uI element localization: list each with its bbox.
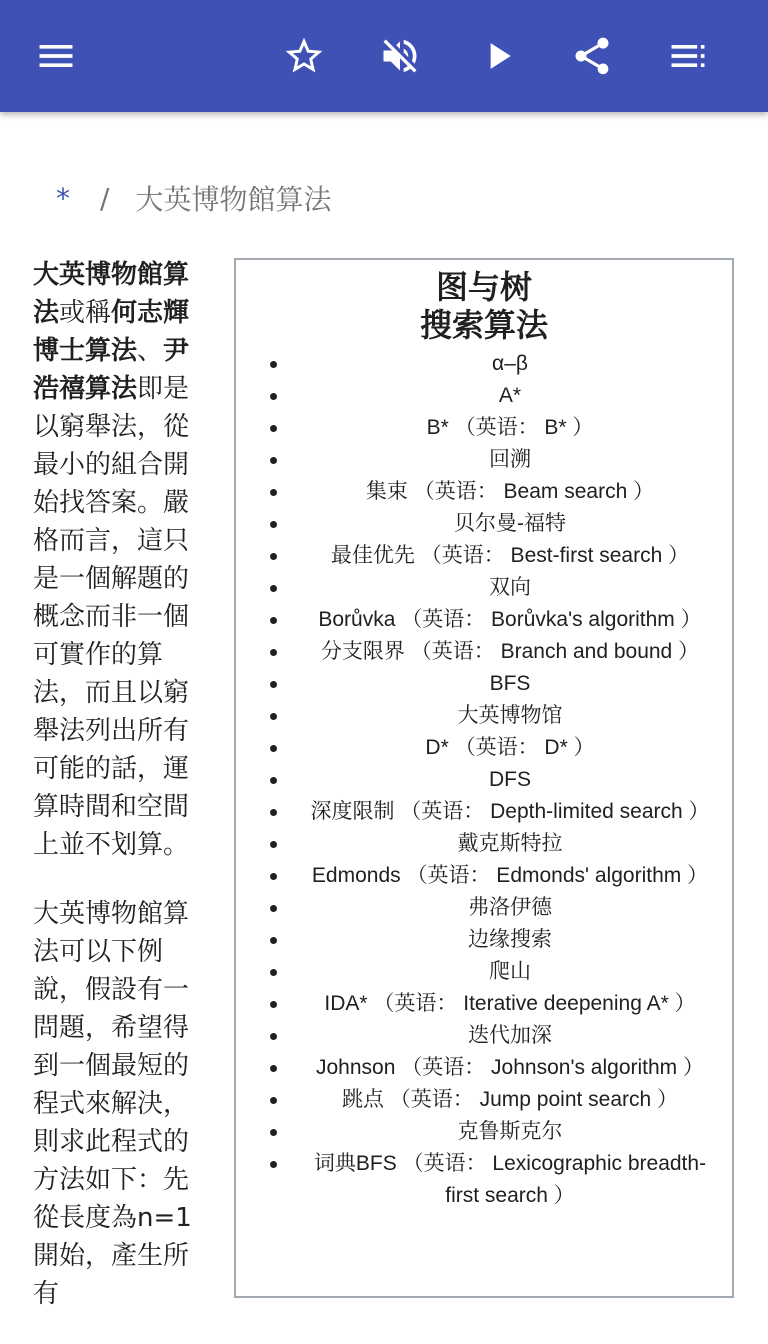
navbox-link[interactable]: A* — [498, 384, 522, 407]
navbox-list — [236, 348, 732, 1212]
navbox-list-item[interactable] — [236, 796, 732, 828]
navbox-link[interactable]: 戴克斯特拉 — [457, 832, 563, 855]
bullet-icon — [270, 489, 277, 496]
share-icon[interactable] — [564, 28, 620, 84]
term-bold: 尹浩禧算法 — [33, 336, 190, 404]
bullet-icon — [270, 425, 277, 432]
bullet-icon — [270, 1065, 277, 1072]
app-toolbar — [0, 0, 768, 112]
bullet-icon — [270, 393, 277, 400]
navbox-list-item[interactable] — [236, 508, 732, 540]
navbox-list-item[interactable] — [236, 892, 732, 924]
article-text: 或稱 — [59, 298, 112, 328]
navbox-list-item[interactable] — [236, 1084, 732, 1116]
term-bold: 大英博物館算法 — [33, 260, 190, 328]
navbox-link[interactable]: 词典BFS （英语： Lexicographic breadth-first search ） — [313, 1152, 707, 1207]
navbox-list-item[interactable] — [236, 668, 732, 700]
navbox-link[interactable]: 克鲁斯克尔 — [457, 1120, 563, 1143]
volume-off-icon[interactable] — [372, 28, 428, 84]
navbox-title-line: 搜索算法 — [419, 306, 548, 344]
navbox-link[interactable]: Edmonds （英语： Edmonds' algorithm ） — [311, 864, 709, 887]
playlist-icon[interactable] — [660, 28, 716, 84]
bullet-icon — [270, 457, 277, 464]
navbox-link[interactable]: DFS — [489, 768, 531, 791]
navbox — [234, 258, 734, 1298]
breadcrumb-root-link[interactable]: * — [56, 181, 70, 215]
navbox-link[interactable]: 跳点 （英语： Jump point search ） — [341, 1088, 679, 1111]
navbox-list-item[interactable] — [236, 348, 732, 380]
navbox-list-item[interactable] — [236, 444, 732, 476]
bullet-icon — [270, 713, 277, 720]
navbox-link[interactable]: 最佳优先 （英语： Best-first search ） — [330, 544, 690, 567]
navbox-list-item[interactable] — [236, 860, 732, 892]
menu-icon[interactable] — [28, 28, 84, 84]
navbox-link[interactable]: 回溯 — [489, 448, 531, 471]
term-bold: 何志輝博士算法 — [33, 298, 190, 366]
navbox-link[interactable]: 爬山 — [489, 960, 531, 983]
navbox-link[interactable]: Borůvka （英语： Borůvka's algorithm ） — [318, 608, 702, 631]
navbox-link[interactable]: 迭代加深 — [468, 1024, 552, 1047]
navbox-link[interactable]: 集束 （英语： Beam search ） — [365, 480, 655, 503]
bullet-icon — [270, 521, 277, 528]
navbox-list-item[interactable] — [236, 540, 732, 572]
navbox-link[interactable]: BFS — [489, 672, 531, 695]
bullet-icon — [270, 905, 277, 912]
navbox-link[interactable]: 双向 — [489, 576, 531, 599]
bullet-icon — [270, 1129, 277, 1136]
navbox-link[interactable]: B* （英语： B* ） — [426, 416, 594, 439]
bullet-icon — [270, 1001, 277, 1008]
navbox-list-item[interactable] — [236, 1052, 732, 1084]
article-body — [33, 256, 211, 1344]
navbox-list-item[interactable] — [236, 988, 732, 1020]
article-text: 、 — [137, 336, 164, 366]
bullet-icon — [270, 681, 277, 688]
bullet-icon — [270, 841, 277, 848]
navbox-link[interactable]: 分支限界 （英语： Branch and bound ） — [320, 640, 700, 663]
bullet-icon — [270, 873, 277, 880]
navbox-link[interactable]: IDA* （英语： Iterative deepening A* ） — [324, 992, 696, 1015]
bullet-icon — [270, 937, 277, 944]
play-icon[interactable] — [470, 28, 526, 84]
navbox-title-line: 图与树 — [435, 268, 532, 306]
bullet-icon — [270, 617, 277, 624]
navbox-link[interactable]: 弗洛伊德 — [468, 896, 552, 919]
star-icon[interactable] — [276, 28, 332, 84]
navbox-list-item[interactable] — [236, 828, 732, 860]
breadcrumb — [56, 180, 331, 216]
navbox-list-item[interactable] — [236, 700, 732, 732]
navbox-list-item[interactable] — [236, 380, 732, 412]
navbox-list-item[interactable] — [236, 476, 732, 508]
bullet-icon — [270, 649, 277, 656]
navbox-title — [236, 268, 732, 344]
navbox-link[interactable]: 贝尔曼-福特 — [454, 512, 566, 535]
navbox-list-item[interactable] — [236, 1116, 732, 1148]
bullet-icon — [270, 1097, 277, 1104]
navbox-list-item[interactable] — [236, 636, 732, 668]
navbox-list-item[interactable] — [236, 764, 732, 796]
bullet-icon — [270, 1161, 277, 1168]
bullet-icon — [270, 553, 277, 560]
navbox-list-item[interactable] — [236, 956, 732, 988]
bullet-icon — [270, 809, 277, 816]
bullet-icon — [270, 745, 277, 752]
bullet-icon — [270, 361, 277, 368]
navbox-link[interactable]: Johnson （英语： Johnson's algorithm ） — [315, 1056, 704, 1079]
article-paragraph — [33, 256, 211, 864]
breadcrumb-separator: / — [100, 181, 110, 215]
bullet-icon — [270, 1033, 277, 1040]
navbox-list-item[interactable] — [236, 604, 732, 636]
navbox-link[interactable]: α–β — [492, 352, 528, 375]
navbox-list-item[interactable] — [236, 1020, 732, 1052]
navbox-link[interactable]: 边缘搜索 — [468, 928, 552, 951]
navbox-link[interactable]: 大英博物馆 — [457, 704, 563, 727]
navbox-list-item[interactable] — [236, 732, 732, 764]
bullet-icon — [270, 585, 277, 592]
bullet-icon — [270, 969, 277, 976]
navbox-list-item[interactable] — [236, 924, 732, 956]
navbox-link[interactable]: D* （英语： D* ） — [425, 736, 595, 759]
bullet-icon — [270, 777, 277, 784]
navbox-list-item[interactable] — [236, 1148, 732, 1212]
article-paragraph: 大英博物館算法可以下例說，假設有一問題，希望得到一個最短的程式來解決，則求此程式的方法如下：先從長度為n=1開始，產生所有 — [33, 899, 192, 1309]
breadcrumb-current: 大英博物館算法 — [135, 183, 332, 216]
navbox-list-item[interactable] — [236, 412, 732, 444]
article-text: 即是以窮舉法，從最小的組合開始找答案。嚴格而言，這只是一個解題的概念而非一個可實作的算法，而且以窮舉法列出所有可能的話，運算時間和空間上並不划算。 — [33, 374, 190, 860]
navbox-link[interactable]: 深度限制 （英语： Depth-limited search ） — [310, 800, 710, 823]
navbox-list-item[interactable] — [236, 572, 732, 604]
